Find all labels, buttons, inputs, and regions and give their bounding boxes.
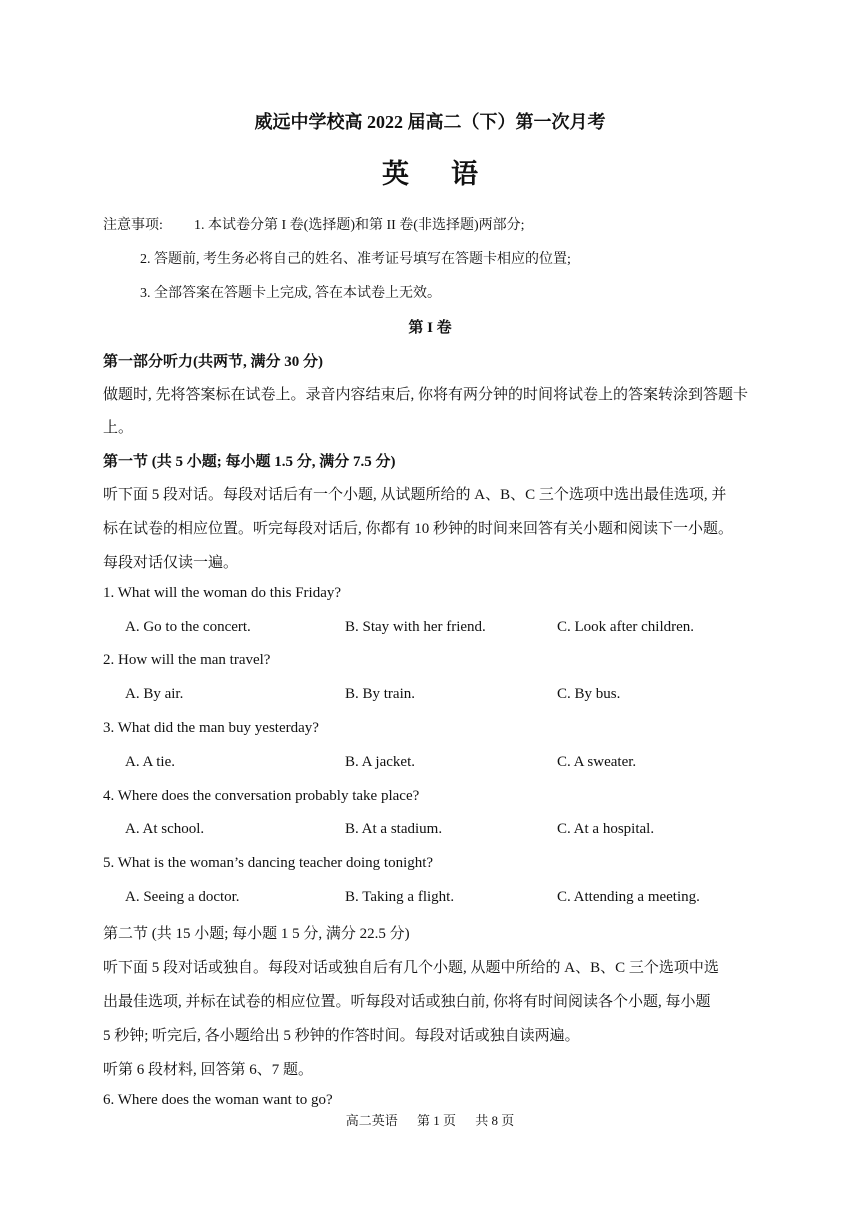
part1-instruction-2: 上。 bbox=[103, 420, 134, 436]
section2-heading: 第二节 (共 15 小题; 每小题 1 5 分, 满分 22.5 分) bbox=[103, 926, 410, 942]
q3-option-c: C. A sweater. bbox=[557, 754, 637, 770]
page-footer bbox=[0, 1110, 860, 1129]
question-6: 6. Where does the woman want to go? bbox=[103, 1092, 333, 1108]
part1-heading: 第一部分听力(共两节, 满分 30 分) bbox=[103, 354, 323, 370]
q5-option-a: A. Seeing a doctor. bbox=[125, 889, 240, 905]
subject-title: 英语 bbox=[382, 159, 520, 189]
question-1: 1. What will the woman do this Friday? bbox=[103, 585, 342, 601]
note-item-3: 3. 全部答案在答题卡上完成, 答在本试卷上无效。 bbox=[140, 286, 441, 301]
footer-subject: 高二英语 bbox=[345, 1113, 398, 1128]
question-3: 3. What did the man buy yesterday? bbox=[103, 720, 319, 736]
q5-option-c: C. Attending a meeting. bbox=[557, 889, 700, 905]
exam-title: 威远中学校高 2022 届高二（下）第一次月考 bbox=[254, 112, 606, 132]
question-2: 2. How will the man travel? bbox=[103, 652, 271, 668]
note-item-2: 2. 答题前, 考生务必将自己的姓名、准考证号填写在答题卡相应的位置; bbox=[140, 252, 571, 267]
q1-option-b: B. Stay with her friend. bbox=[345, 619, 486, 635]
q1-option-c: C. Look after children. bbox=[557, 619, 695, 635]
section2-line-1: 听下面 5 段对话或独自。每段对话或独自后有几个小题, 从题中所给的 A、B、C 三个选项中选 bbox=[103, 960, 719, 976]
section2-line-3: 5 秒钟; 听完后, 各小题给出 5 秒钟的作答时间。每段对话或独自读两遍。 bbox=[103, 1028, 580, 1044]
question-5: 5. What is the woman’s dancing teacher doing tonight? bbox=[103, 855, 434, 871]
section2-material: 听第 6 段材料, 回答第 6、7 题。 bbox=[103, 1062, 314, 1078]
part1-instruction-1: 做题时, 先将答案标在试卷上。录音内容结束后, 你将有两分钟的时间将试卷上的答案转涂到答题卡 bbox=[103, 387, 749, 403]
section2-line-2: 出最佳选项, 并标在试卷的相应位置。听每段对话或独白前, 你将有时间阅读各个小题, 每小题 bbox=[103, 994, 711, 1010]
q1-option-a: A. Go to the concert. bbox=[125, 619, 251, 635]
volume-title: 第 I 卷 bbox=[408, 320, 452, 336]
section1-heading: 第一节 (共 5 小题; 每小题 1.5 分, 满分 7.5 分) bbox=[103, 454, 396, 470]
section1-line-3: 每段对话仅读一遍。 bbox=[103, 555, 239, 571]
q4-option-a: A. At school. bbox=[125, 821, 205, 837]
q2-option-b: B. By train. bbox=[345, 686, 415, 702]
q3-option-a: A. A tie. bbox=[125, 754, 176, 770]
footer-page-number: 第 1 页 bbox=[416, 1113, 456, 1128]
section1-line-1: 听下面 5 段对话。每段对话后有一个小题, 从试题所给的 A、B、C 三个选项中选出最佳选项, 并 bbox=[103, 487, 727, 503]
q4-option-c: C. At a hospital. bbox=[557, 821, 655, 837]
q5-option-b: B. Taking a flight. bbox=[345, 889, 455, 905]
q2-option-c: C. By bus. bbox=[557, 686, 621, 702]
question-4: 4. Where does the conversation probably take place? bbox=[103, 788, 420, 804]
notes-label: 注意事项: bbox=[103, 218, 163, 233]
q3-option-b: B. A jacket. bbox=[345, 754, 415, 770]
q2-option-a: A. By air. bbox=[125, 686, 184, 702]
q4-option-b: B. At a stadium. bbox=[345, 821, 443, 837]
note-item-1: 1. 本试卷分第 I 卷(选择题)和第 II 卷(非选择题)两部分; bbox=[194, 218, 525, 233]
footer-total-pages: 共 8 页 bbox=[475, 1113, 515, 1128]
section1-line-2: 标在试卷的相应位置。听完每段对话后, 你都有 10 秒钟的时间来回答有关小题和阅读下一小题。 bbox=[103, 521, 734, 537]
